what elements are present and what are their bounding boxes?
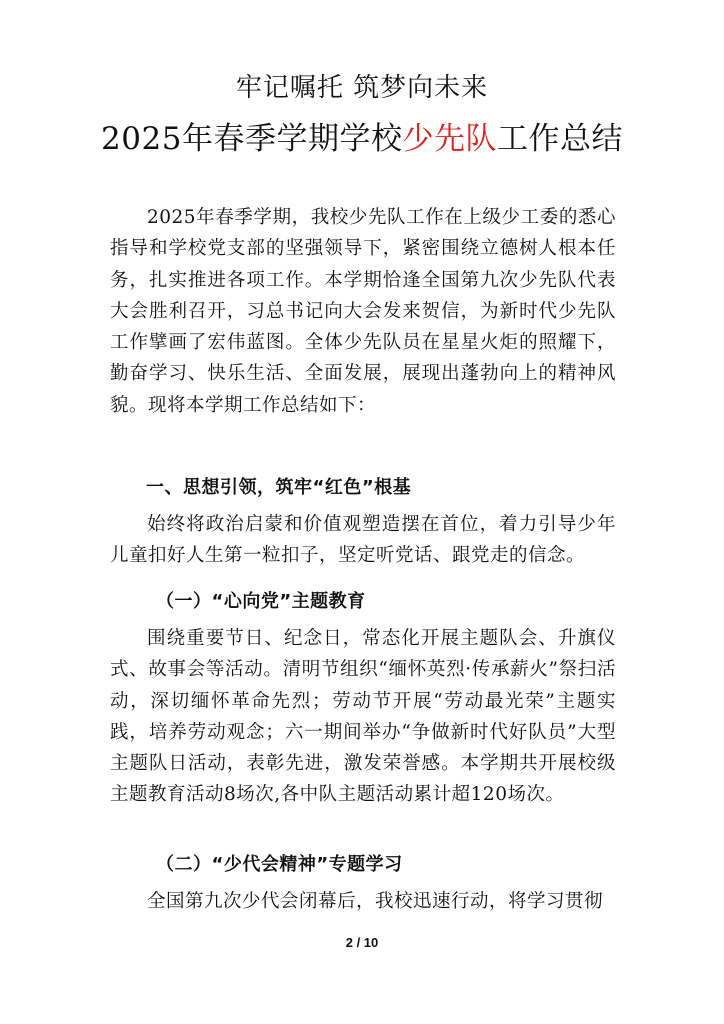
page-number: 2 / 10 (345, 935, 379, 950)
subsection1-paragraph: 围绕重要节日、纪念日，常态化开展主题队会、升旗仪式、故事会等活动。清明节组织“缅怀英烈·传承薪火”祭扫活动，深切缅怀革命先烈；劳动节开展“劳动最光荣”主题实践，培养劳动观念；六一期间举办“争做新时代好队员”大型主题队日活动，表彰先进，激发荣誉感。本学期共开展校级主题教育活动8场次,各中队主题活动累计超120场次。 (110, 628, 616, 806)
document-title-line2 (0, 118, 724, 160)
intro-paragraph: 2025年春季学期，我校少先队工作在上级少工委的悉心指导和学校党支部的坚强领导下，紧密围绕立德树人根本任务，扎实推进各项工作。本学期恰逢全国第九次少先队代表大会胜利召开，习总书记向大会发来贺信，为新时代少先队工作擘画了宏伟蓝图。全体少先队员在星星火炬的照耀下，勤奋学习、快乐生活、全面发展，展现出蓬勃向上的精神风貌。现将本学期工作总结如下： (110, 207, 616, 416)
title-highlight: 少先队 (402, 121, 497, 157)
title-suffix: 工作总结 (496, 121, 623, 157)
title-prefix: 2025年春季学期学校 (101, 121, 403, 157)
section1-paragraph: 始终将政治启蒙和价值观塑造摆在首位，着力引导少年儿童扣好人生第一粒扣子，坚定听党话、跟党走的信念。 (110, 514, 616, 567)
subsection-heading-2: （二）“少代会精神”专题学习 (156, 854, 403, 875)
document-title-line1: 牢记嘱托 筑梦向未来 (235, 73, 489, 103)
subsection2-paragraph: 全国第九次少代会闭幕后，我校迅速行动，将学习贯彻 (147, 891, 604, 912)
subsection-heading-1: （一）“心向党”主题教育 (156, 591, 366, 612)
section-heading-1: 一、思想引领，筑牢“红色”根基 (146, 477, 412, 498)
